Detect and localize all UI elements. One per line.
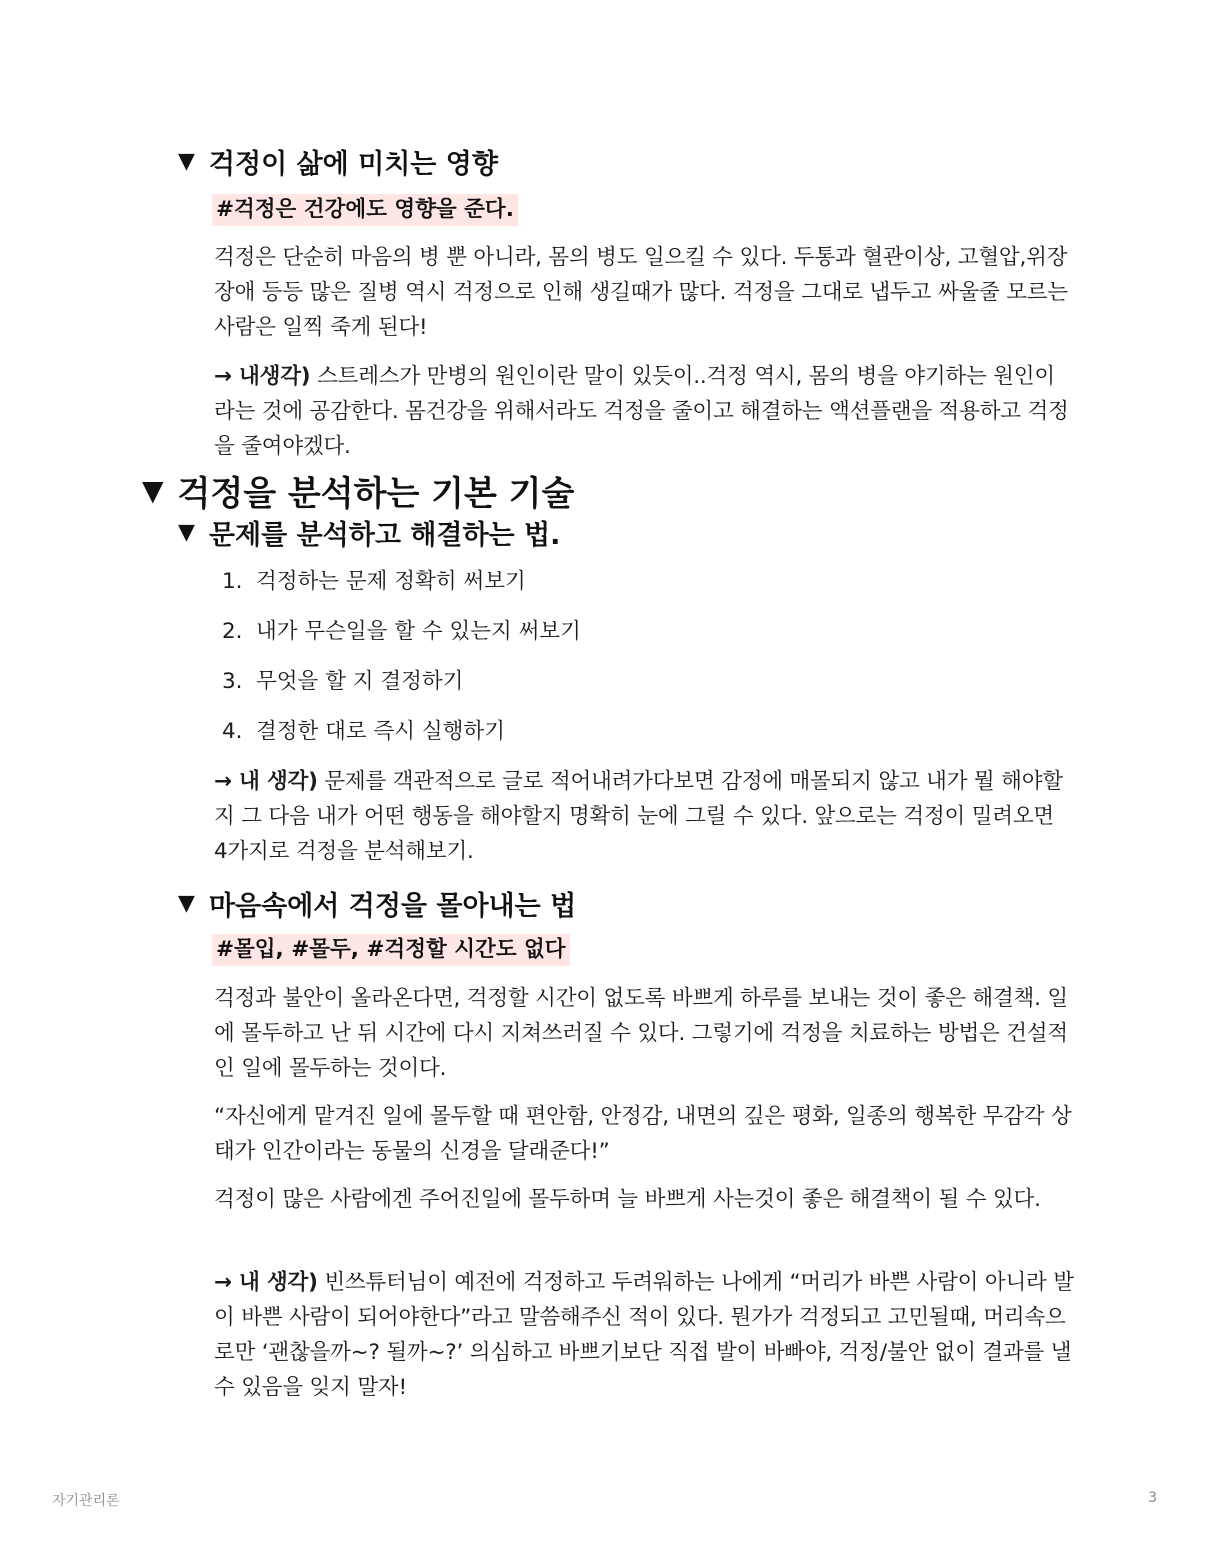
heading-text: 마음속에서 걱정을 몰아내는 법 (208, 891, 577, 922)
thought-paragraph (214, 1265, 1074, 1405)
toggle-triangle-icon[interactable]: ▼ (178, 520, 195, 545)
toggle-heading-mind[interactable] (178, 884, 576, 923)
thought-text: 빈쓰튜터님이 예전에 걱정하고 두려워하는 나에게 “머리가 바쁜 사람이 아니라 발이 바쁜 사람이 되어야한다”라고 말씀해주신 적이 있다. 뭔가가 걱정되고 고민될때, 머리속으로만 ‘괜찮을까~? 될까~?’ 의심하고 바쁘기보단 직접 발이 바빠야, 걱정/불안 없이 결과를 낼수 있음을 잊지 말자! (214, 1270, 1074, 1400)
heading-text: 걱정이 삶에 미치는 영향 (208, 149, 498, 180)
list-item: 2. 내가 무슨일을 할 수 있는지 써보기 (222, 619, 581, 644)
thought-label: → 내 생각) (214, 769, 318, 794)
thought-label: → 내 생각) (214, 1270, 318, 1295)
heading-text: 걱정을 분석하는 기본 기술 (177, 474, 575, 514)
thought-label: → 내생각) (214, 364, 311, 389)
footer-doc-title: 자기관리론 (52, 1493, 120, 1509)
paragraph: 걱정이 많은 사람에겐 주어진일에 몰두하며 늘 바쁘게 사는것이 좋은 해결책이 될 수 있다. (214, 1187, 1041, 1212)
toggle-triangle-icon[interactable]: ▼ (142, 474, 164, 507)
heading-text: 문제를 분석하고 해결하는 법. (208, 520, 561, 551)
thought-paragraph (214, 359, 1074, 464)
toggle-heading-solve[interactable] (178, 513, 560, 552)
highlight-tag: #몰입, #몰두, #걱정할 시간도 없다 (212, 934, 570, 966)
list-item: 4. 결정한 대로 즉시 실행하기 (222, 719, 505, 744)
toggle-triangle-icon[interactable]: ▼ (178, 149, 195, 174)
list-item: 3. 무엇을 할 지 결정하기 (222, 669, 464, 694)
highlight-tag: #걱정은 건강에도 영향을 준다. (212, 194, 518, 226)
thought-text: 문제를 객관적으로 글로 적어내려가다보면 감정에 매몰되지 않고 내가 뭘 해야할지 그 다음 내가 어떤 행동을 해야할지 명확히 눈에 그릴 수 있다. 앞으로는 걱정이 밀려오면 4가지로 걱정을 분석해보기. (214, 769, 1063, 864)
toggle-heading-basic[interactable] (142, 466, 574, 515)
thought-paragraph (214, 764, 1074, 869)
footer-page-number: 3 (1148, 1490, 1157, 1506)
quote-paragraph: “자신에게 맡겨진 일에 몰두할 때 편안함, 안정감, 내면의 깊은 평화, 일종의 행복한 무감각 상태가 인간이라는 동물의 신경을 달래준다!” (214, 1104, 1072, 1164)
toggle-heading-impact[interactable] (178, 142, 498, 181)
toggle-triangle-icon[interactable]: ▼ (178, 891, 195, 916)
thought-text: 스트레스가 만병의 원인이란 말이 있듯이..걱정 역시, 몸의 병을 야기하는 원인이라는 것에 공감한다. 몸건강을 위해서라도 걱정을 줄이고 해결하는 액션플랜을 적용하고 걱정을 줄여야겠다. (214, 364, 1069, 459)
numbered-list (222, 566, 581, 766)
list-item: 1. 걱정하는 문제 정확히 써보기 (222, 569, 526, 594)
paragraph: 걱정과 불안이 올라온다면, 걱정할 시간이 없도록 바쁘게 하루를 보내는 것이 좋은 해결책. 일에 몰두하고 난 뒤 시간에 다시 지쳐쓰러질 수 있다. 그렇기에 걱정을 치료하는 방법은 건설적인 일에 몰두하는 것이다. (214, 986, 1068, 1081)
paragraph: 걱정은 단순히 마음의 병 뿐 아니라, 몸의 병도 일으킬 수 있다. 두통과 혈관이상, 고혈압,위장장애 등등 많은 질병 역시 걱정으로 인해 생길때가 많다. 걱정을 그대로 냅두고 싸울줄 모르는 사람은 일찍 죽게 된다! (214, 245, 1068, 340)
